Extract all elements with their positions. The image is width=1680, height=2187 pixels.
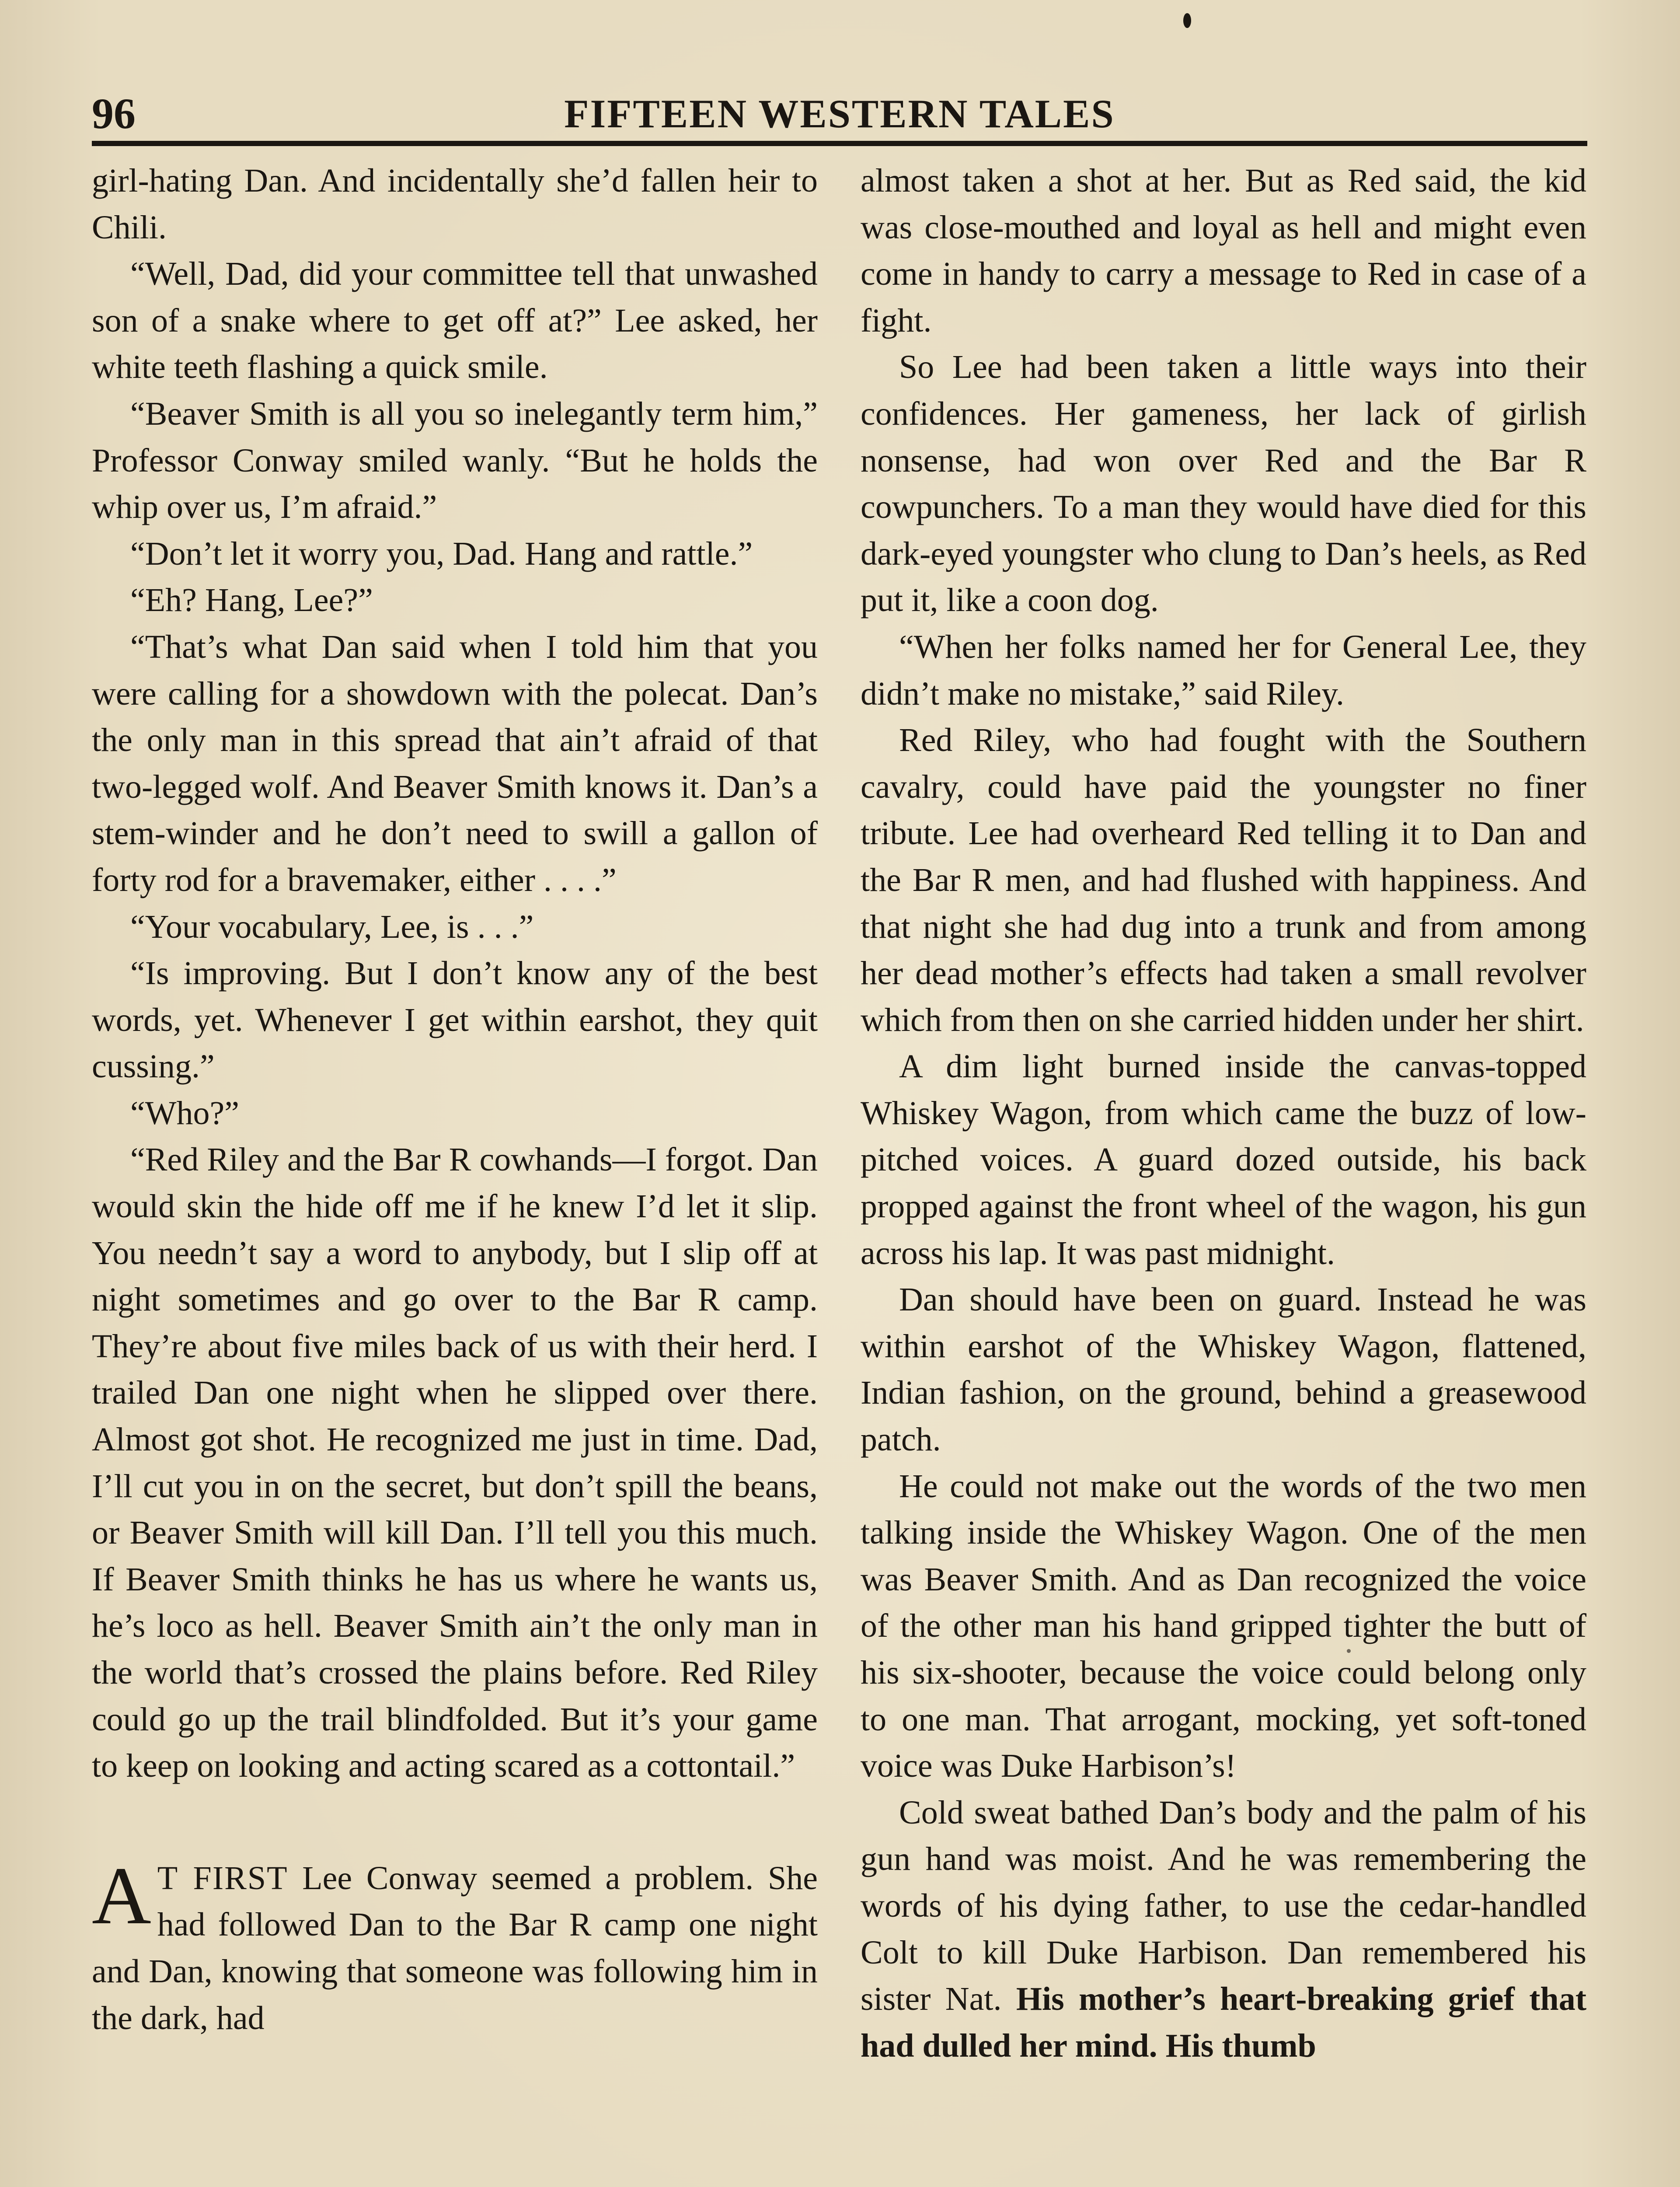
ink-speck [1183, 13, 1191, 28]
paragraph: “That’s what Dan said when I told him that you were calling for a showdown with the polecat. Dan’s the only man in this spread that ain’t afraid of that two-legged wolf. And Beaver Smith knows it. Dan’s a stem-winder and he don’t need to swill a gallon of forty rod for a bravemaker, either . . . .” [92, 628, 818, 898]
left-column [92, 157, 818, 2041]
paragraph: “Red Riley and the Bar R cowhands—I forgot. Dan would skin the hide off me if he knew I’d let it slip. You needn’t say a word to anybody, but I slip off at night sometimes and go over to the Bar R camp. They’re about five miles back of us with their herd. I trailed Dan one night when he slipped over there. Almost got shot. He recognized me just in time. Dad, I’ll cut you in on the secret, but don’t spill the beans, or Beaver Smith will kill Dan. I’ll tell you this much. If Beaver Smith thinks he has us where he wants us, he’s loco as hell. Beaver Smith ain’t the only man in the world that’s crossed the plains before. Red Riley could go up the trail blindfolded. But it’s your game to keep on looking and acting scared as a cottontail.” [92, 1141, 818, 1785]
paragraph: “Beaver Smith is all you so inelegantly term him,” Professor Conway smiled wanly. “But he holds the whip over us, I’m afraid.” [92, 395, 818, 526]
lead-in-caps: T FIRST [157, 1859, 288, 1897]
paragraph: “When her folks named her for General Lee, they didn’t make no mistake,” said Riley. [861, 628, 1586, 712]
paragraph: “Is improving. But I don’t know any of the best words, yet. Whenever I get within earshot, they quit cussing.” [92, 955, 818, 1085]
paragraph: almost taken a shot at her. But as Red said, the kid was close-mouthed and loyal as hell and might even come in handy to carry a message to Red in case of a fight. [861, 162, 1586, 339]
ink-speck [1347, 1649, 1351, 1653]
paragraph-body: Lee Conway seemed a problem. She had followed Dan to the Bar R camp one night and Dan, knowing that someone was following him in the dark, had [92, 1859, 818, 2037]
right-column [861, 157, 1586, 2069]
paragraph: “Who?” [130, 1094, 239, 1132]
paragraph: girl-hating Dan. And incidentally she’d fallen heir to Chili. [92, 162, 818, 246]
drop-cap: A [92, 1849, 151, 1941]
paragraph-body: Cold sweat bathed Dan’s body and the palm of his gun hand was moist. And he was remembering the words of his dying father, to use the cedar-handled Colt to kill Duke Harbison. Dan remembered his sister Nat. [861, 1794, 1586, 2018]
paragraph: “Eh? Hang, Lee?” [130, 582, 373, 619]
bold-continuation: His mother’s heart-breaking grief that had dulled her mind. His thumb [861, 1981, 1586, 2064]
paragraph: “Your vocabulary, Lee, is . . .” [130, 908, 534, 945]
section-opening-paragraph [92, 1849, 818, 2041]
paragraph: Red Riley, who had fought with the Southern cavalry, could have paid the youngster no finer tribute. Lee had overheard Red telling it to Dan and the Bar R men, and had flushed with happiness. And that night she had dug into a trunk and from among her dead mother’s effects had taken a small revolver which from then on she carried hidden under her shirt. [861, 722, 1586, 1038]
paragraph: He could not make out the words of the two men talking inside the Whiskey Wagon. One of the men was Beaver Smith. And as Dan recognized the voice of the other man his hand gripped tighter the butt of his six-shooter, because the voice could belong only to one man. That arrogant, mocking, yet soft-toned voice was Duke Harbison’s! [861, 1467, 1586, 1785]
paragraph: “Well, Dad, did your committee tell that unwashed son of a snake where to get off at?” Lee asked, her white teeth flashing a quick smile. [92, 255, 818, 386]
paragraph: A dim light burned inside the canvas-topped Whiskey Wagon, from which came the buzz of low-pitched voices. A guard dozed outside, his back propped against the front wheel of the wagon, his gun across his lap. It was past midnight. [861, 1048, 1586, 1272]
header-rule [92, 141, 1587, 146]
paragraph: Dan should have been on guard. Instead he was within earshot of the Whiskey Wagon, flattened, Indian fashion, on the ground, behind a greasewood patch. [861, 1281, 1586, 1458]
page-header [92, 83, 1587, 144]
paragraph: So Lee had been taken a little ways into their confidences. Her gameness, her lack of girlish nonsense, had won over Red and the Bar R cowpunchers. To a man they would have died for this dark-eyed youngster who clung to Dan’s heels, as Red put it, like a coon dog. [861, 349, 1586, 619]
paragraph [861, 1789, 1586, 2069]
paragraph: “Don’t let it worry you, Dad. Hang and rattle.” [130, 535, 753, 572]
running-title: FIFTEEN WESTERN TALES [564, 91, 1115, 136]
page-number: 96 [92, 89, 136, 138]
